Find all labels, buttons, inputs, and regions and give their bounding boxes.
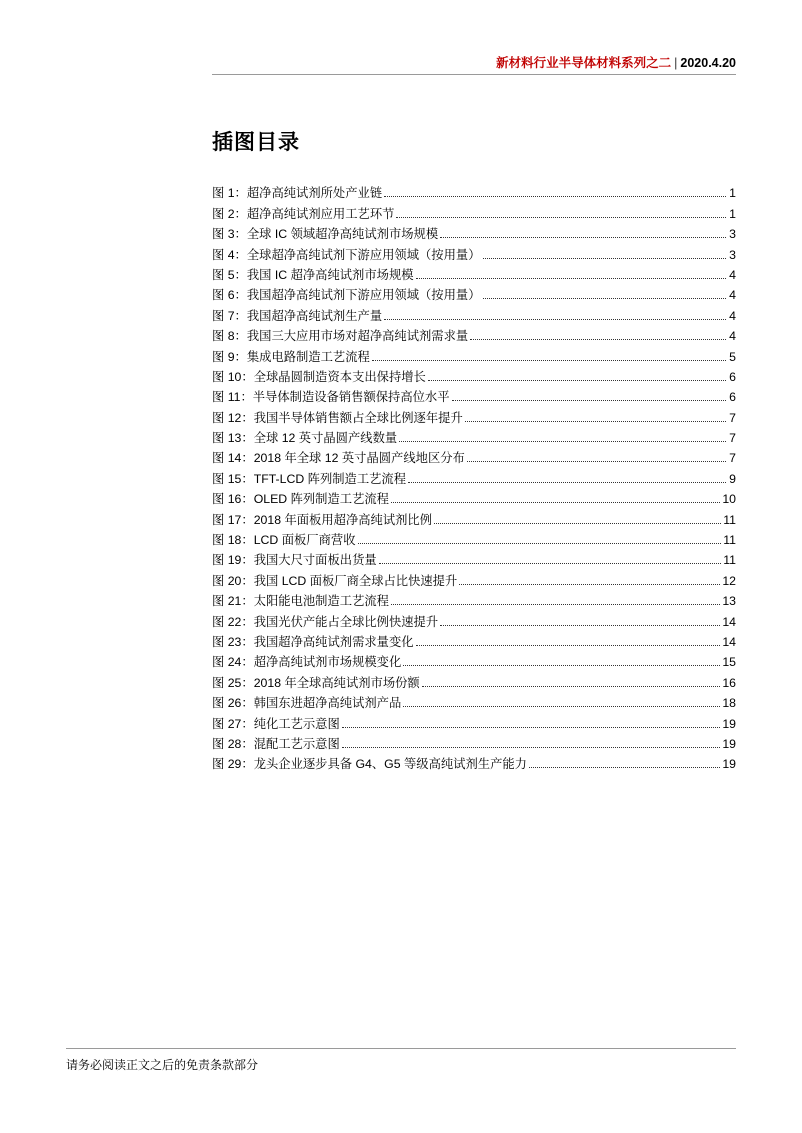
toc-entry-label: 图 22：我国光伏产能占全球比例快速提升: [212, 614, 439, 629]
header-separator: |: [674, 56, 678, 70]
toc-dot-leader: [403, 706, 720, 707]
toc-entry-page: 18: [722, 696, 736, 711]
toc-entry-label: 图 3：全球 IC 领域超净高纯试剂市场规模: [212, 227, 439, 242]
toc-entry[interactable]: [212, 465, 736, 485]
toc-entry[interactable]: [212, 241, 736, 261]
toc-entry-label: 图 24：超净高纯试剂市场规模变化: [212, 655, 402, 670]
toc-entry-page: 11: [723, 533, 736, 548]
toc-entry[interactable]: [212, 180, 736, 200]
toc-dot-leader: [391, 604, 720, 605]
toc-entry[interactable]: [212, 547, 736, 567]
toc-entry[interactable]: [212, 567, 736, 587]
toc-entry[interactable]: [212, 445, 736, 465]
toc-dot-leader: [358, 543, 722, 544]
toc-entry-page: 1: [729, 186, 736, 201]
figure-list: [212, 180, 736, 771]
page-title: 插图目录: [212, 131, 300, 154]
toc-entry-label: 图 21：太阳能电池制造工艺流程: [212, 594, 389, 609]
toc-entry-label: 图 12：我国半导体销售额占全球比例逐年提升: [212, 410, 463, 425]
toc-entry-label: 图 11：半导体制造设备销售额保持高位水平: [212, 390, 450, 405]
toc-entry-page: 4: [729, 288, 736, 303]
toc-entry-label: 图 8：我国三大应用市场对超净高纯试剂需求量: [212, 329, 469, 344]
footer-disclaimer: 请务必阅读正文之后的免责条款部分: [66, 1058, 259, 1072]
toc-entry-label: 图 28：混配工艺示意图: [212, 736, 340, 751]
toc-entry[interactable]: [212, 527, 736, 547]
toc-entry-page: 19: [722, 736, 736, 751]
toc-entry[interactable]: [212, 649, 736, 669]
toc-entry-label: 图 29：龙头企业逐步具备 G4、G5 等级高纯试剂生产能力: [212, 757, 527, 772]
toc-entry[interactable]: [212, 608, 736, 628]
toc-entry-page: 11: [723, 512, 736, 527]
toc-dot-leader: [452, 400, 726, 401]
toc-entry-page: 7: [729, 451, 736, 466]
toc-entry-label: 图 2：超净高纯试剂应用工艺环节: [212, 206, 395, 221]
toc-entry-label: 图 6：我国超净高纯试剂下游应用领域（按用量）: [212, 288, 481, 303]
toc-entry[interactable]: [212, 669, 736, 689]
toc-dot-leader: [416, 278, 726, 279]
toc-entry[interactable]: [212, 404, 736, 424]
toc-entry-page: 1: [729, 206, 736, 221]
toc-entry-label: 图 5：我国 IC 超净高纯试剂市场规模: [212, 267, 414, 282]
toc-entry-page: 12: [722, 573, 736, 588]
footer-divider: [66, 1048, 736, 1049]
header-series-title: 新材料行业半导体材料系列之二: [496, 56, 672, 70]
toc-entry-label: 图 25：2018 年全球高纯试剂市场份额: [212, 675, 420, 690]
toc-dot-leader: [396, 217, 726, 218]
toc-entry-page: 4: [729, 267, 736, 282]
toc-entry-page: 4: [729, 308, 736, 323]
toc-entry-page: 15: [722, 655, 736, 670]
toc-entry[interactable]: [212, 282, 736, 302]
toc-dot-leader: [416, 645, 721, 646]
toc-dot-leader: [483, 258, 727, 259]
toc-entry-page: 9: [729, 471, 736, 486]
toc-entry-page: 14: [722, 614, 736, 629]
toc-entry-label: 图 10：全球晶圆制造资本支出保持增长: [212, 369, 426, 384]
page-header: [212, 53, 736, 75]
toc-entry[interactable]: [212, 506, 736, 526]
toc-dot-leader: [342, 747, 721, 748]
toc-dot-leader: [529, 767, 720, 768]
toc-entry[interactable]: [212, 425, 736, 445]
toc-dot-leader: [391, 502, 720, 503]
toc-entry-page: 5: [729, 349, 736, 364]
toc-entry-page: 19: [722, 757, 736, 772]
toc-entry[interactable]: [212, 629, 736, 649]
toc-entry-page: 7: [729, 410, 736, 425]
toc-entry-page: 19: [722, 716, 736, 731]
toc-entry-page: 14: [722, 634, 736, 649]
toc-entry[interactable]: [212, 343, 736, 363]
toc-dot-leader: [372, 360, 726, 361]
toc-dot-leader: [408, 482, 726, 483]
toc-dot-leader: [428, 380, 726, 381]
header-date: 2020.4.20: [680, 56, 736, 70]
toc-dot-leader: [465, 421, 726, 422]
toc-entry-page: 10: [722, 492, 736, 507]
toc-dot-leader: [470, 339, 726, 340]
toc-entry[interactable]: [212, 588, 736, 608]
toc-entry[interactable]: [212, 751, 736, 771]
toc-entry-label: 图 13：全球 12 英寸晶圆产线数量: [212, 431, 398, 446]
toc-entry-label: 图 27：纯化工艺示意图: [212, 716, 340, 731]
toc-dot-leader: [440, 625, 720, 626]
toc-dot-leader: [483, 298, 727, 299]
toc-entry-label: 图 18：LCD 面板厂商营收: [212, 533, 356, 548]
toc-entry-page: 13: [722, 594, 736, 609]
toc-entry[interactable]: [212, 200, 736, 220]
toc-entry[interactable]: [212, 262, 736, 282]
toc-entry-label: 图 1：超净高纯试剂所处产业链: [212, 186, 383, 201]
toc-entry[interactable]: [212, 710, 736, 730]
toc-entry-page: 4: [729, 329, 736, 344]
toc-entry-label: 图 23：我国超净高纯试剂需求量变化: [212, 634, 414, 649]
toc-entry-label: 图 26：韩国东进超净高纯试剂产品: [212, 696, 402, 711]
toc-dot-leader: [379, 563, 722, 564]
toc-entry-page: 3: [729, 227, 736, 242]
toc-dot-leader: [422, 686, 721, 687]
toc-entry-page: 16: [722, 675, 736, 690]
toc-entry[interactable]: [212, 690, 736, 710]
toc-dot-leader: [384, 319, 726, 320]
toc-dot-leader: [342, 727, 721, 728]
toc-entry-page: 6: [729, 369, 736, 384]
toc-entry[interactable]: [212, 302, 736, 322]
toc-dot-leader: [384, 196, 726, 197]
toc-entry-label: 图 16：OLED 阵列制造工艺流程: [212, 492, 389, 507]
toc-entry[interactable]: [212, 364, 736, 384]
toc-dot-leader: [440, 237, 726, 238]
toc-entry[interactable]: [212, 486, 736, 506]
toc-entry-label: 图 17：2018 年面板用超净高纯试剂比例: [212, 512, 433, 527]
toc-entry-page: 6: [729, 390, 736, 405]
toc-dot-leader: [434, 523, 721, 524]
toc-entry[interactable]: [212, 731, 736, 751]
toc-entry-label: 图 14：2018 年全球 12 英寸晶圆产线地区分布: [212, 451, 465, 466]
toc-entry-label: 图 7：我国超净高纯试剂生产量: [212, 308, 383, 323]
toc-entry-label: 图 4：全球超净高纯试剂下游应用领域（按用量）: [212, 247, 481, 262]
toc-entry-page: 3: [729, 247, 736, 262]
toc-entry-page: 7: [729, 431, 736, 446]
toc-dot-leader: [399, 441, 726, 442]
toc-entry[interactable]: [212, 384, 736, 404]
toc-entry-page: 11: [723, 553, 736, 568]
toc-entry-label: 图 9：集成电路制造工艺流程: [212, 349, 370, 364]
toc-dot-leader: [467, 461, 726, 462]
toc-dot-leader: [403, 665, 720, 666]
toc-entry-label: 图 19：我国大尺寸面板出货量: [212, 553, 377, 568]
toc-entry[interactable]: [212, 221, 736, 241]
toc-entry-label: 图 15：TFT-LCD 阵列制造工艺流程: [212, 471, 407, 486]
toc-entry-label: 图 20：我国 LCD 面板厂商全球占比快速提升: [212, 573, 458, 588]
toc-entry[interactable]: [212, 323, 736, 343]
toc-dot-leader: [459, 584, 720, 585]
header-divider: [212, 74, 736, 75]
